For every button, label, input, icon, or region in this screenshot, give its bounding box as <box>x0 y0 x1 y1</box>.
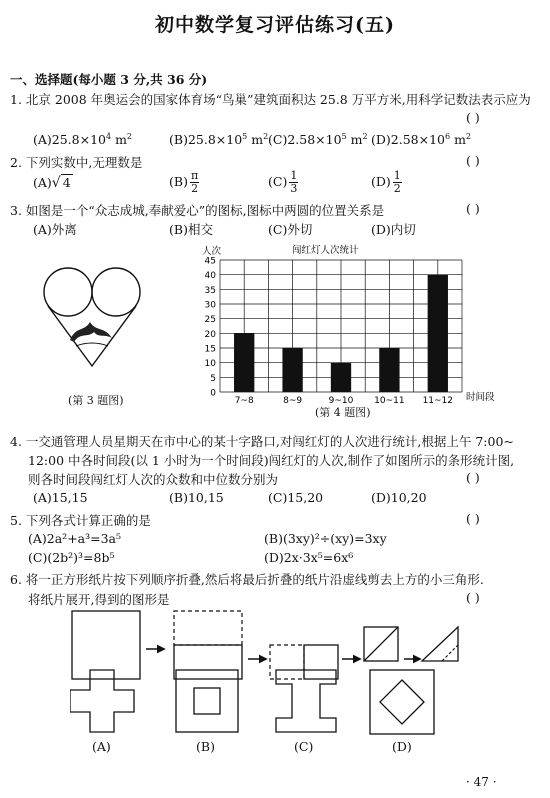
q2-option-c: (C) $\frac{1}{3}$ <box>268 169 298 195</box>
shape-d-diamond <box>380 680 424 724</box>
question-4-line-1: 4. 一交通管理人员星期天在市中心的某十字路口,对闯红灯的人次进行统计,根据上午 7:00~ <box>10 434 514 449</box>
wall-graphic <box>70 322 112 342</box>
chart-xlabel: 时间段 <box>466 392 495 403</box>
question-4-line-2: 12:00 中各时间段(以 1 小时为一个时间段)闯红灯的人次,制作了如图所示的条形统计图, <box>28 453 515 468</box>
q2-option-d: (D) $\frac{1}{2}$ <box>371 169 401 195</box>
q3-option-d: (D)内切 <box>371 222 416 237</box>
q3-option-c: (C)外切 <box>268 222 313 237</box>
bar-8~9 <box>282 348 302 392</box>
x-tick-label: 10~11 <box>374 396 405 406</box>
y-tick-label: 5 <box>210 373 216 384</box>
q4-option-c: (C)15,20 <box>268 490 324 505</box>
y-tick-label: 40 <box>204 271 216 282</box>
y-tick-label: 45 <box>204 256 216 267</box>
q6-option-b: (B) <box>196 739 215 754</box>
q5-option-d: (D)2x·3x⁵=6x⁶ <box>264 550 354 565</box>
q5-option-c: (C)(2b²)³=8b⁵ <box>28 550 115 565</box>
q3-option-a: (A)外离 <box>33 222 77 237</box>
question-4-line-3: 则各时间段闯红灯人次的众数和中位数分别为 <box>28 472 279 487</box>
q6-option-a: (A) <box>92 739 111 754</box>
question-5-stem: 5. 下列各式计算正确的是 <box>10 513 151 528</box>
q4-option-d: (D)10,20 <box>371 490 427 505</box>
question-1-stem: 1. 北京 2008 年奥运会的国家体育场“鸟巢”建筑面积达 25.8 万平方米,用科学记数法表示应为 <box>10 92 531 107</box>
shape-b-inner <box>194 688 220 714</box>
figure-3-caption: (第 3 题图) <box>68 394 124 407</box>
q1-option-a: $(A)25.8\times 10^4$ $m^2$ <box>33 131 133 147</box>
fold-step-5-triangle <box>422 627 458 661</box>
bar-9~10 <box>331 363 351 392</box>
answer-paren-6: ( ) <box>466 590 480 605</box>
chart-title: 闯红灯人次统计 <box>292 245 359 256</box>
cut-line <box>442 645 458 661</box>
x-tick-label: 7~8 <box>234 396 254 406</box>
q4-option-a: (A)15,15 <box>33 490 88 505</box>
q1-option-b: $(B)25.8\times 10^5$ $m^2$ <box>169 131 269 147</box>
q3-option-b: (B)相交 <box>169 222 213 237</box>
y-tick-label: 25 <box>204 315 216 326</box>
question-6-line-2: 将纸片展开,得到的图形是 <box>28 592 170 607</box>
answer-paren-5: ( ) <box>466 511 480 526</box>
answer-shapes-figure <box>70 668 480 738</box>
y-tick-label: 35 <box>204 285 216 296</box>
page-number: · 47 · <box>466 775 497 789</box>
bar-chart <box>190 240 520 425</box>
y-tick-label: 10 <box>204 359 216 370</box>
section-header: 一、选择题(每小题 3 分,共 36 分) <box>10 72 208 87</box>
q1-option-c: $(C)2.58\times 10^5$ $m^2$ <box>268 131 368 147</box>
y-tick-label: 0 <box>210 388 216 399</box>
page-title: 初中数学复习评估练习(五) <box>155 14 395 36</box>
bar-11~12 <box>428 275 448 392</box>
question-3-stem: 3. 如图是一个“众志成城,奉献爱心”的图标,图标中两圆的位置关系是 <box>10 203 385 218</box>
q2-option-b: (B) $\frac{\pi}{2}$ <box>169 169 199 195</box>
answer-paren-3: ( ) <box>466 201 480 216</box>
answer-paren-4: ( ) <box>466 470 480 485</box>
answer-paren-2: ( ) <box>466 153 480 168</box>
y-tick-label: 30 <box>204 300 216 311</box>
q5-option-b: (B)(3xy)²÷(xy)=3xy <box>264 531 387 546</box>
bar-10~11 <box>379 348 399 392</box>
x-tick-label: 11~12 <box>422 396 454 406</box>
q6-option-d: (D) <box>392 739 412 754</box>
left-circle <box>44 268 92 316</box>
q4-option-b: (B)10,15 <box>169 490 224 505</box>
chart-ylabel: 人次 <box>202 246 222 257</box>
q1-option-d: $(D)2.58\times 10^6$ $m^2$ <box>371 131 472 147</box>
question-6-line-1: 6. 将一正方形纸片按下列顺序折叠,然后将最后折叠的纸片沿虚线剪去上方的小三角形. <box>10 572 484 587</box>
q2-option-a: (A)√ 4 <box>33 175 71 191</box>
shape-b-outer <box>176 670 238 732</box>
answer-paren-1: ( ) <box>466 110 480 125</box>
x-tick-label: 8~9 <box>283 396 303 406</box>
y-tick-label: 20 <box>204 329 216 340</box>
shape-a-cross <box>70 670 134 732</box>
shape-c-i-beam <box>276 670 336 732</box>
figure-4-caption: (第 4 题图) <box>315 406 371 419</box>
y-tick-label: 15 <box>204 344 216 355</box>
x-tick-label: 9~10 <box>328 396 354 406</box>
right-circle <box>92 268 140 316</box>
heart-emblem-figure <box>40 262 145 382</box>
question-2-stem: 2. 下列实数中,无理数是 <box>10 155 143 170</box>
q5-option-a: (A)2a²+a³=3a⁵ <box>28 531 122 546</box>
q6-option-c: (C) <box>294 739 314 754</box>
bar-7~8 <box>234 333 254 392</box>
